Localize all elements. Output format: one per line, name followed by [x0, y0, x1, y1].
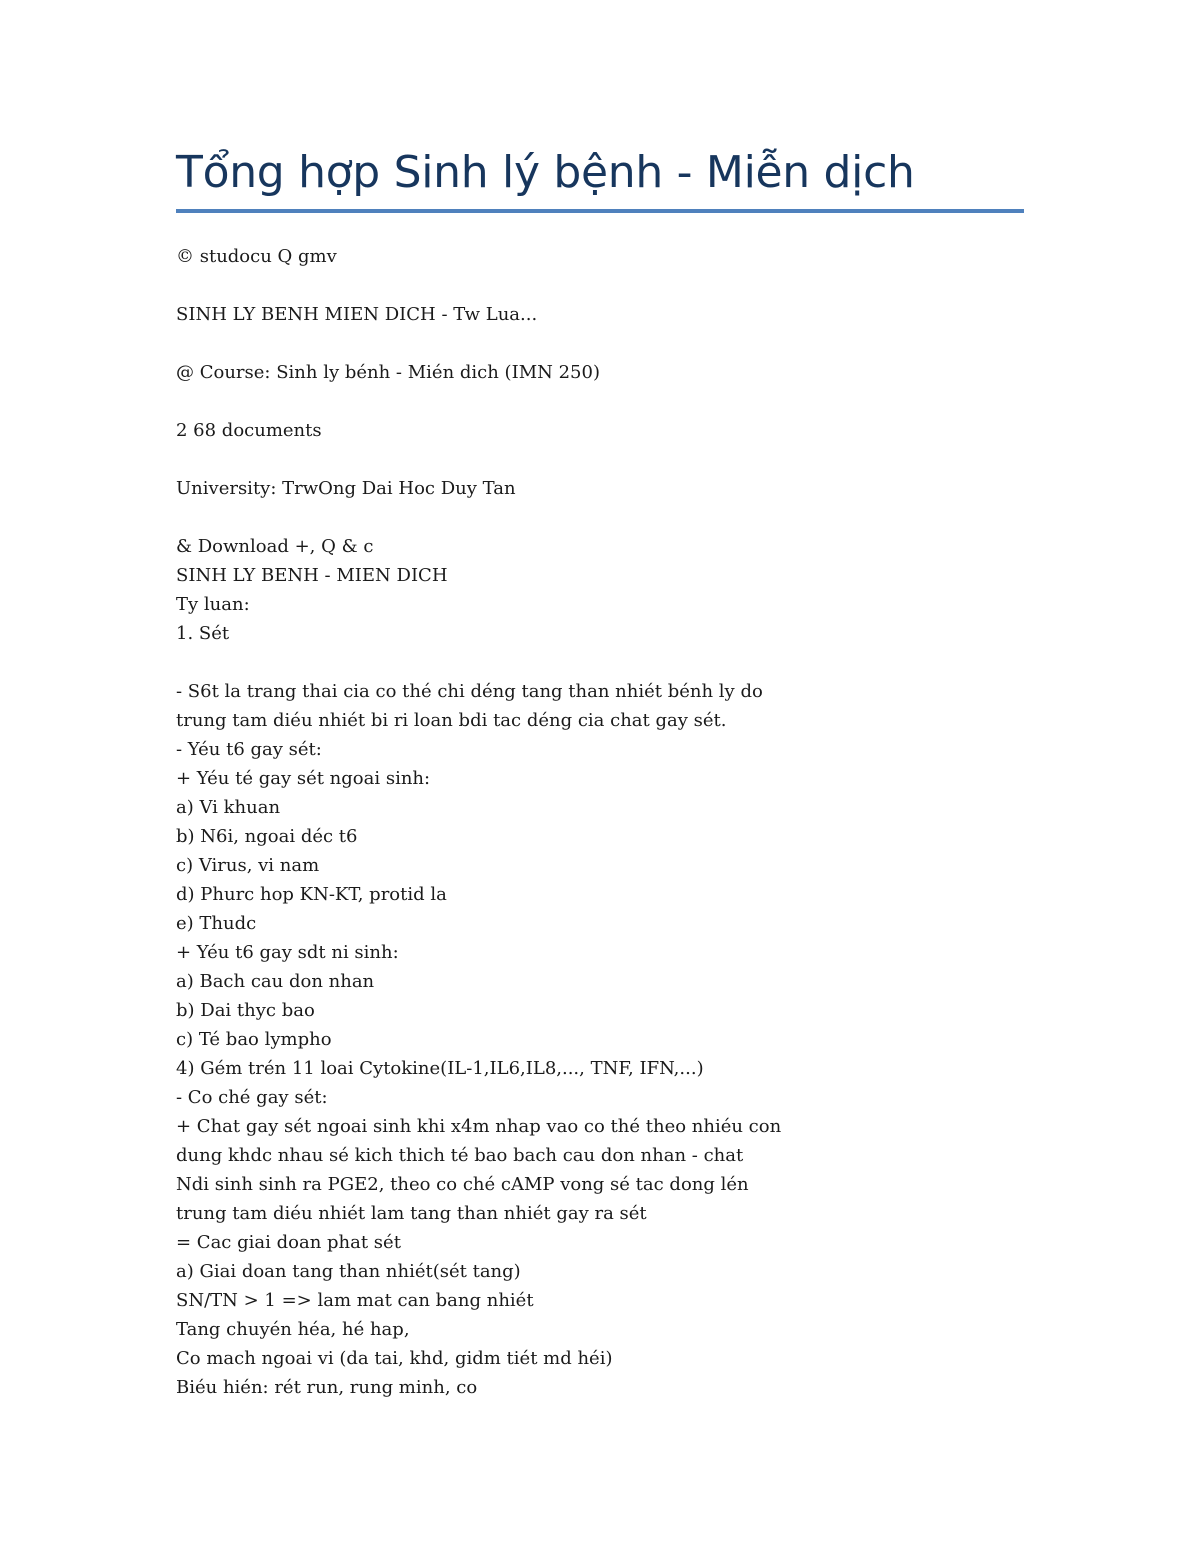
content-line: a) Bach cau don nhan [176, 971, 375, 992]
content-line: dung khdc nhau sé kich thich té bao bach cau don nhan - chat [176, 1145, 744, 1166]
content-line: + Chat gay sét ngoai sinh khi x4m nhap vao co thé theo nhiéu con [176, 1116, 782, 1137]
section-subheading: Ty luan: [176, 594, 250, 615]
content-line: trung tam diéu nhiét lam tang than nhiét gay ra sét [176, 1203, 647, 1224]
document-body [176, 242, 1036, 1402]
content-line: - Co ché gay sét: [176, 1087, 328, 1108]
content-line: Biéu hién: rét run, rung minh, co [176, 1377, 478, 1398]
content-line: a) Giai doan tang than nhiét(sét tang) [176, 1261, 521, 1282]
topic-heading: 1. Sét [176, 623, 230, 644]
content-line: Ndi sinh sinh ra PGE2, theo co ché cAMP vong sé tac dong lén [176, 1174, 749, 1195]
blank-line [176, 271, 1036, 300]
content-line: e) Thudc [176, 913, 257, 934]
content-line: 4) Gém trén 11 loai Cytokine(IL-1,IL6,IL8,..., TNF, IFN,...) [176, 1058, 704, 1079]
course-line: @ Course: Sinh ly bénh - Mién dich (IMN 250) [176, 362, 600, 383]
content-line: b) Dai thyc bao [176, 1000, 315, 1021]
blank-line [176, 387, 1036, 416]
blank-line [176, 648, 1036, 677]
blank-line [176, 329, 1036, 358]
content-line: d) Phurc hop KN-KT, protid la [176, 884, 447, 905]
document-title: Tổng hợp Sinh lý bệnh - Miễn dịch [176, 147, 915, 198]
blank-line [176, 445, 1036, 474]
content-line: c) Té bao lympho [176, 1029, 332, 1050]
content-line: + Yéu t6 gay sdt ni sinh: [176, 942, 399, 963]
content-line: - S6t la trang thai cia co thé chi déng tang than nhiét bénh ly do [176, 681, 763, 702]
university-line: University: TrwOng Dai Hoc Duy Tan [176, 478, 516, 499]
content-line: = Cac giai doan phat sét [176, 1232, 401, 1253]
title-underline [176, 209, 1024, 213]
content-line: Tang chuyén héa, hé hap, [176, 1319, 410, 1340]
content-line: trung tam diéu nhiét bi ri loan bdi tac déng cia chat gay sét. [176, 710, 727, 731]
content-line: SN/TN > 1 => lam mat can bang nhiét [176, 1290, 534, 1311]
content-line: + Yéu té gay sét ngoai sinh: [176, 768, 431, 789]
document-name-line: SINH LY BENH MIEN DICH - Tw Lua... [176, 304, 538, 325]
content-line: Co mach ngoai vi (da tai, khd, gidm tiét md héi) [176, 1348, 613, 1369]
section-heading: SINH LY BENH - MIEN DICH [176, 565, 448, 586]
content-line: a) Vi khuan [176, 797, 281, 818]
content-line: b) N6i, ngoai déc t6 [176, 826, 358, 847]
content-line: - Yéu t6 gay sét: [176, 739, 322, 760]
download-line: & Download +, Q & c [176, 536, 374, 557]
blank-line [176, 503, 1036, 532]
studocu-line: © studocu Q gmv [176, 246, 337, 267]
content-line: c) Virus, vi nam [176, 855, 320, 876]
content-lines [176, 677, 1036, 1402]
documents-count-line: 2 68 documents [176, 420, 322, 441]
